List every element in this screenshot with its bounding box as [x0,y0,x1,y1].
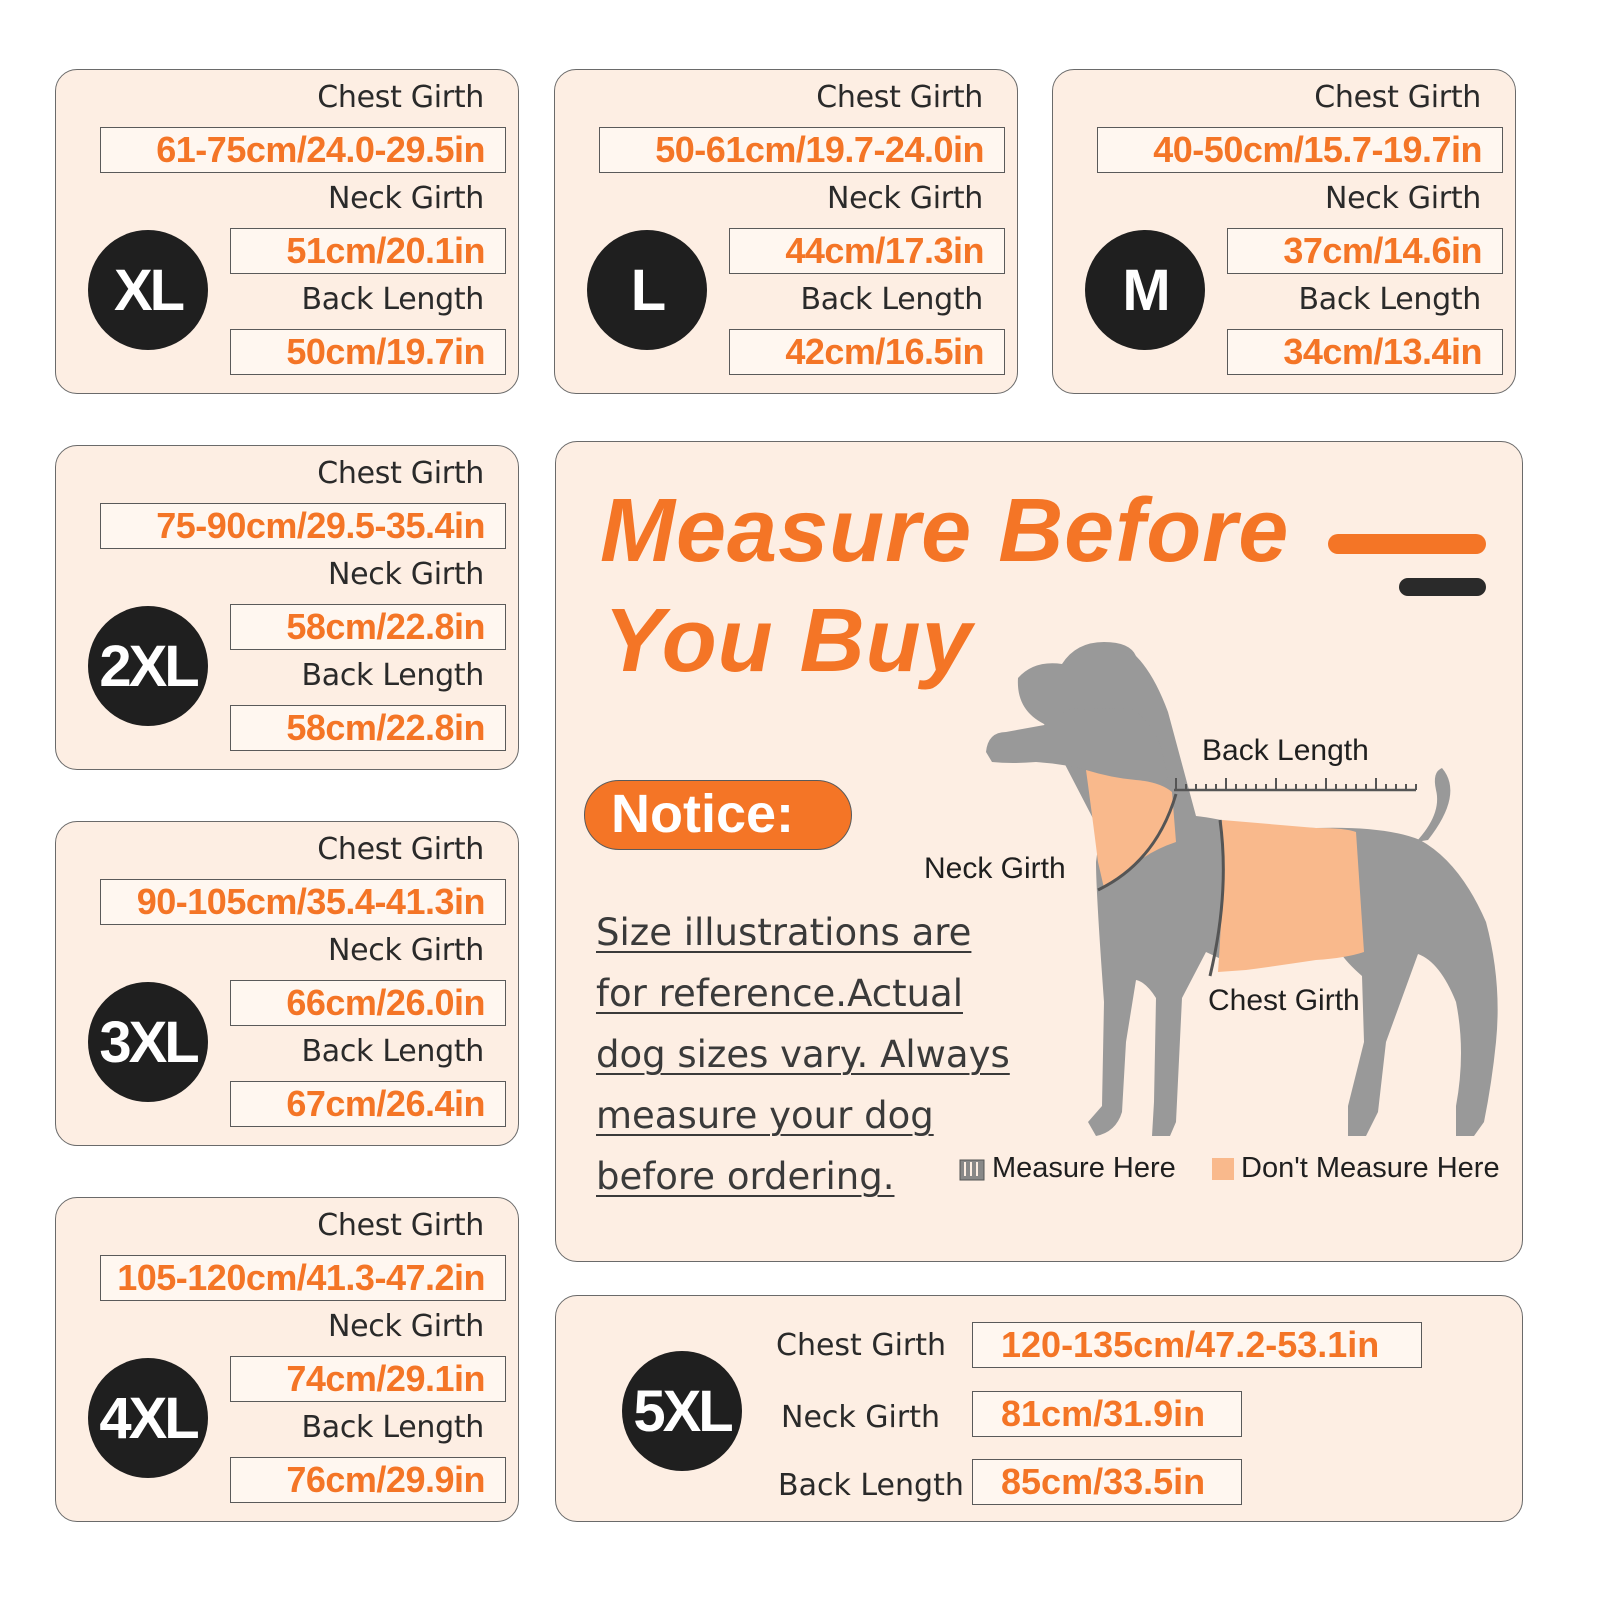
back-length-label: Back Length [301,282,484,317]
notice-badge: Notice: [584,780,852,850]
neck-girth-label: Neck Girth [781,1400,940,1435]
size-badge: 2XL [88,606,208,726]
size-badge: 3XL [88,982,208,1102]
neck-girth-label: Neck Girth [328,1309,484,1344]
chest-girth-label: Chest Girth [317,80,484,115]
back-length-value: 67cm/26.4in [230,1081,506,1127]
chest-girth-value: 90-105cm/35.4-41.3in [100,879,506,925]
title-line-2: You Buy [604,591,973,691]
back-length-label: Back Length [301,1410,484,1445]
chest-girth-label: Chest Girth [776,1328,947,1363]
legend-dont-measure-here: Don't Measure Here [1241,1152,1500,1184]
ruler-ticks [1176,778,1416,790]
diagram-chest-girth-label: Chest Girth [1208,984,1360,1017]
measure-info-card [555,441,1523,1262]
back-length-value: 85cm/33.5in [972,1459,1242,1505]
chest-girth-label: Chest Girth [317,456,484,491]
back-length-label: Back Length [778,1468,964,1503]
size-card-3xl [55,821,519,1146]
neck-girth-label: Neck Girth [328,557,484,592]
back-length-value: 42cm/16.5in [729,329,1005,375]
chest-girth-value: 120-135cm/47.2-53.1in [972,1322,1422,1368]
chest-girth-label: Chest Girth [317,832,484,867]
neck-girth-label: Neck Girth [328,933,484,968]
size-card-5xl [555,1295,1523,1522]
back-length-value: 76cm/29.9in [230,1457,506,1503]
chest-girth-value: 105-120cm/41.3-47.2in [100,1255,506,1301]
neck-girth-value: 58cm/22.8in [230,604,506,650]
chest-girth-label: Chest Girth [1314,80,1481,115]
notice-text: Size illustrations are for reference.Actual dog sizes vary. Always measure your dog before ordering. [596,911,1010,1198]
back-length-label: Back Length [301,1034,484,1069]
back-length-value: 50cm/19.7in [230,329,506,375]
neck-girth-value: 66cm/26.0in [230,980,506,1026]
back-length-label: Back Length [1298,282,1481,317]
size-badge: M [1085,230,1205,350]
neck-girth-label: Neck Girth [1325,181,1481,216]
size-card-4xl [55,1197,519,1522]
chest-girth-value: 50-61cm/19.7-24.0in [599,127,1005,173]
title-line-1: Measure Before [600,481,1290,581]
neck-girth-value: 44cm/17.3in [729,228,1005,274]
size-card-m [1052,69,1516,394]
back-length-value: 34cm/13.4in [1227,329,1503,375]
dont-measure-swatch [1212,1158,1234,1180]
size-badge: L [587,230,707,350]
back-length-label: Back Length [301,658,484,693]
neck-girth-value: 74cm/29.1in [230,1356,506,1402]
measure-here-icon [960,1160,984,1180]
diagram-back-length-label: Back Length [1202,734,1369,767]
neck-girth-value: 81cm/31.9in [972,1391,1242,1437]
back-length-label: Back Length [800,282,983,317]
chest-girth-label: Chest Girth [317,1208,484,1243]
neck-girth-label: Neck Girth [827,181,983,216]
neck-girth-label: Neck Girth [328,181,484,216]
back-length-value: 58cm/22.8in [230,705,506,751]
size-card-l [554,69,1018,394]
neck-girth-value: 51cm/20.1in [230,228,506,274]
vest-chest [1218,820,1364,972]
diagram-neck-girth-label: Neck Girth [924,852,1066,885]
chest-girth-value: 61-75cm/24.0-29.5in [100,127,506,173]
size-card-xl [55,69,519,394]
neck-girth-value: 37cm/14.6in [1227,228,1503,274]
chest-girth-value: 75-90cm/29.5-35.4in [100,503,506,549]
size-badge: 5XL [622,1351,742,1471]
chest-girth-label: Chest Girth [816,80,983,115]
dog-tail [1416,768,1450,842]
size-card-2xl [55,445,519,770]
size-badge: XL [88,230,208,350]
chest-girth-value: 40-50cm/15.7-19.7in [1097,127,1503,173]
legend-measure-here: Measure Here [992,1152,1176,1184]
size-badge: 4XL [88,1358,208,1478]
